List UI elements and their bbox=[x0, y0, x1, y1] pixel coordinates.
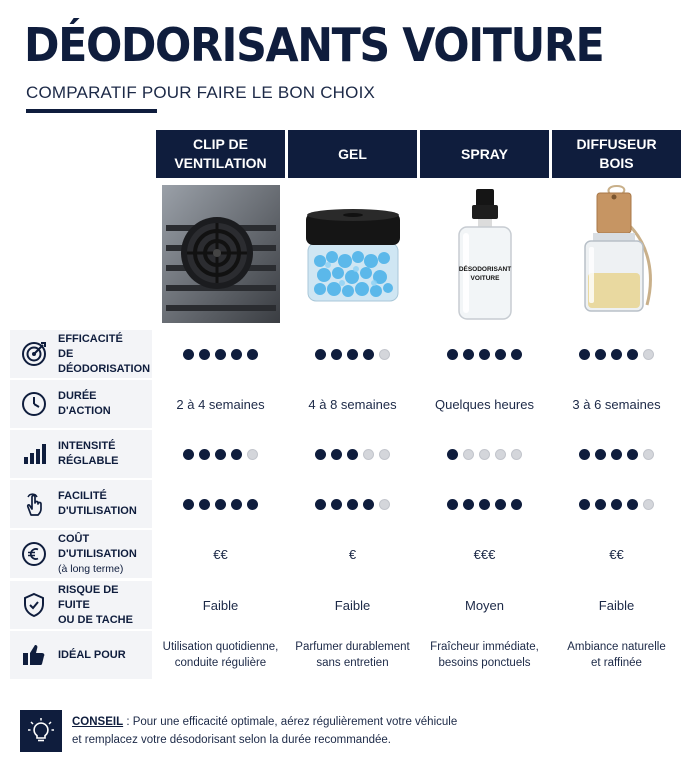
rating-dot-filled bbox=[199, 349, 210, 360]
cell-gel-3 bbox=[288, 480, 417, 528]
cell-spray-4: €€€ bbox=[420, 530, 549, 578]
tip-label: CONSEIL bbox=[72, 716, 124, 728]
cell-gel-5: Faible bbox=[288, 581, 417, 629]
cell-gel-1: 4 à 8 semaines bbox=[288, 380, 417, 428]
vent-clip-image bbox=[156, 180, 285, 328]
rating-dot-filled bbox=[611, 349, 622, 360]
page-subtitle: COMPARATIF POUR FAIRE LE BON CHOIX bbox=[26, 83, 376, 102]
rating-dot-filled bbox=[183, 349, 194, 360]
rating-dot-filled bbox=[199, 449, 210, 460]
row-label-3: FACILITÉ D'UTILISATION bbox=[10, 480, 152, 528]
rating-dot-filled bbox=[347, 449, 358, 460]
cell-diffuser-5: Faible bbox=[552, 581, 681, 629]
rating-dot-empty bbox=[379, 499, 390, 510]
rating-dot-filled bbox=[595, 349, 606, 360]
cell-diffuser-0 bbox=[552, 330, 681, 378]
cell-spray-0 bbox=[420, 330, 549, 378]
rating-dots bbox=[315, 349, 390, 360]
rating-dot-empty bbox=[479, 449, 490, 460]
rating-dot-filled bbox=[463, 349, 474, 360]
rating-dot-empty bbox=[363, 449, 374, 460]
rating-dot-filled bbox=[611, 499, 622, 510]
rating-dot-empty bbox=[511, 449, 522, 460]
cell-gel-6: Parfumer durablement sans entretien bbox=[288, 631, 417, 679]
rating-dot-filled bbox=[595, 499, 606, 510]
tip-text: CONSEIL : Pour une efficacité optimale, aérez régulièrement votre véhicule et remplacez votre désodorisant selon la durée recommandée. bbox=[72, 716, 458, 746]
rating-dot-filled bbox=[479, 499, 490, 510]
row-label-5: RISQUE DE FUITE OU DE TACHE bbox=[10, 581, 152, 629]
cell-gel-4: € bbox=[288, 530, 417, 578]
rating-dot-filled bbox=[331, 449, 342, 460]
rating-dot-filled bbox=[315, 449, 326, 460]
rating-dots bbox=[183, 499, 258, 510]
rating-dot-empty bbox=[379, 449, 390, 460]
euro-icon bbox=[20, 540, 48, 568]
rating-dot-filled bbox=[199, 499, 210, 510]
svg-text:DÉSODORISANT: DÉSODORISANT bbox=[458, 266, 511, 273]
rating-dots bbox=[579, 449, 654, 460]
rating-dot-filled bbox=[627, 349, 638, 360]
tip-box bbox=[20, 708, 480, 754]
bars-icon bbox=[20, 440, 48, 468]
clock-icon bbox=[20, 390, 48, 418]
column-header-diffuser: DIFFUSEUR BOIS bbox=[552, 130, 681, 178]
rating-dot-filled bbox=[495, 349, 506, 360]
spray-bottle-image bbox=[420, 180, 549, 328]
row-label-1: DURÉE D'ACTION bbox=[10, 380, 152, 428]
column-header-gel: GEL bbox=[288, 130, 417, 178]
rating-dots bbox=[579, 499, 654, 510]
rating-dot-filled bbox=[479, 349, 490, 360]
cell-clip-6: Utilisation quotidienne, conduite régulière bbox=[156, 631, 285, 679]
cell-gel-2 bbox=[288, 430, 417, 478]
rating-dots bbox=[183, 349, 258, 360]
row-label-2: INTENSITÉ RÉGLABLE bbox=[10, 430, 152, 478]
rating-dots bbox=[447, 349, 522, 360]
row-label-0: EFFICACITÉ DE DÉODORISATION bbox=[10, 330, 152, 378]
rating-dot-filled bbox=[363, 499, 374, 510]
rating-dot-filled bbox=[511, 349, 522, 360]
rating-dot-filled bbox=[215, 349, 226, 360]
rating-dot-filled bbox=[579, 449, 590, 460]
rating-dots bbox=[447, 499, 522, 510]
rating-dot-filled bbox=[315, 499, 326, 510]
rating-dots bbox=[183, 449, 258, 460]
cell-clip-0 bbox=[156, 330, 285, 378]
cell-clip-3 bbox=[156, 480, 285, 528]
rating-dot-filled bbox=[511, 499, 522, 510]
cell-spray-5: Moyen bbox=[420, 581, 549, 629]
rating-dot-empty bbox=[495, 449, 506, 460]
rating-dot-filled bbox=[627, 449, 638, 460]
row-label-4: COÛT D'UTILISATION (à long terme) bbox=[10, 530, 152, 578]
hand-tap-icon bbox=[20, 490, 48, 518]
wood-diffuser-image bbox=[552, 180, 681, 328]
svg-text:VOITURE: VOITURE bbox=[470, 275, 499, 282]
cell-clip-1: 2 à 4 semaines bbox=[156, 380, 285, 428]
rating-dot-filled bbox=[595, 449, 606, 460]
cell-diffuser-3 bbox=[552, 480, 681, 528]
rating-dots bbox=[315, 449, 390, 460]
gel-jar-image bbox=[288, 180, 417, 328]
rating-dot-filled bbox=[231, 449, 242, 460]
rating-dot-empty bbox=[247, 449, 258, 460]
row-label-6: IDÉAL POUR bbox=[10, 631, 152, 679]
rating-dot-filled bbox=[315, 349, 326, 360]
rating-dot-filled bbox=[579, 349, 590, 360]
lightbulb-icon bbox=[20, 710, 62, 752]
rating-dot-filled bbox=[447, 449, 458, 460]
rating-dot-filled bbox=[247, 499, 258, 510]
cell-spray-1: Quelques heures bbox=[420, 380, 549, 428]
rating-dot-filled bbox=[331, 349, 342, 360]
rating-dot-filled bbox=[231, 499, 242, 510]
rating-dots bbox=[447, 449, 522, 460]
cell-spray-3 bbox=[420, 480, 549, 528]
cell-diffuser-2 bbox=[552, 430, 681, 478]
cell-clip-5: Faible bbox=[156, 581, 285, 629]
rating-dot-empty bbox=[379, 349, 390, 360]
rating-dot-filled bbox=[215, 499, 226, 510]
rating-dot-filled bbox=[347, 349, 358, 360]
rating-dot-filled bbox=[447, 499, 458, 510]
rating-dot-empty bbox=[643, 349, 654, 360]
rating-dots bbox=[579, 349, 654, 360]
column-header-spray: SPRAY bbox=[420, 130, 549, 178]
rating-dot-filled bbox=[611, 449, 622, 460]
rating-dot-filled bbox=[247, 349, 258, 360]
rating-dot-filled bbox=[579, 499, 590, 510]
rating-dot-filled bbox=[183, 499, 194, 510]
rating-dot-empty bbox=[643, 499, 654, 510]
thumbs-up-icon bbox=[20, 641, 48, 669]
comparison-table bbox=[10, 130, 685, 692]
rating-dot-filled bbox=[347, 499, 358, 510]
shield-icon bbox=[20, 591, 48, 619]
rating-dot-filled bbox=[463, 499, 474, 510]
cell-gel-0 bbox=[288, 330, 417, 378]
cell-clip-4: €€ bbox=[156, 530, 285, 578]
target-icon bbox=[20, 340, 48, 368]
page-title: DÉODORISANTS VOITURE bbox=[24, 18, 604, 72]
rating-dot-empty bbox=[643, 449, 654, 460]
title-underline bbox=[26, 109, 157, 113]
cell-spray-2 bbox=[420, 430, 549, 478]
rating-dot-filled bbox=[447, 349, 458, 360]
rating-dots bbox=[315, 499, 390, 510]
rating-dot-filled bbox=[627, 499, 638, 510]
rating-dot-filled bbox=[495, 499, 506, 510]
cell-clip-2 bbox=[156, 430, 285, 478]
cell-diffuser-6: Ambiance naturelle et raffinée bbox=[552, 631, 681, 679]
cell-spray-6: Fraîcheur immédiate, besoins ponctuels bbox=[420, 631, 549, 679]
cell-diffuser-1: 3 à 6 semaines bbox=[552, 380, 681, 428]
rating-dot-filled bbox=[331, 499, 342, 510]
rating-dot-empty bbox=[463, 449, 474, 460]
rating-dot-filled bbox=[363, 349, 374, 360]
rating-dot-filled bbox=[231, 349, 242, 360]
rating-dot-filled bbox=[183, 449, 194, 460]
rating-dot-filled bbox=[215, 449, 226, 460]
cell-diffuser-4: €€ bbox=[552, 530, 681, 578]
column-header-clip: CLIP DE VENTILATION bbox=[156, 130, 285, 178]
